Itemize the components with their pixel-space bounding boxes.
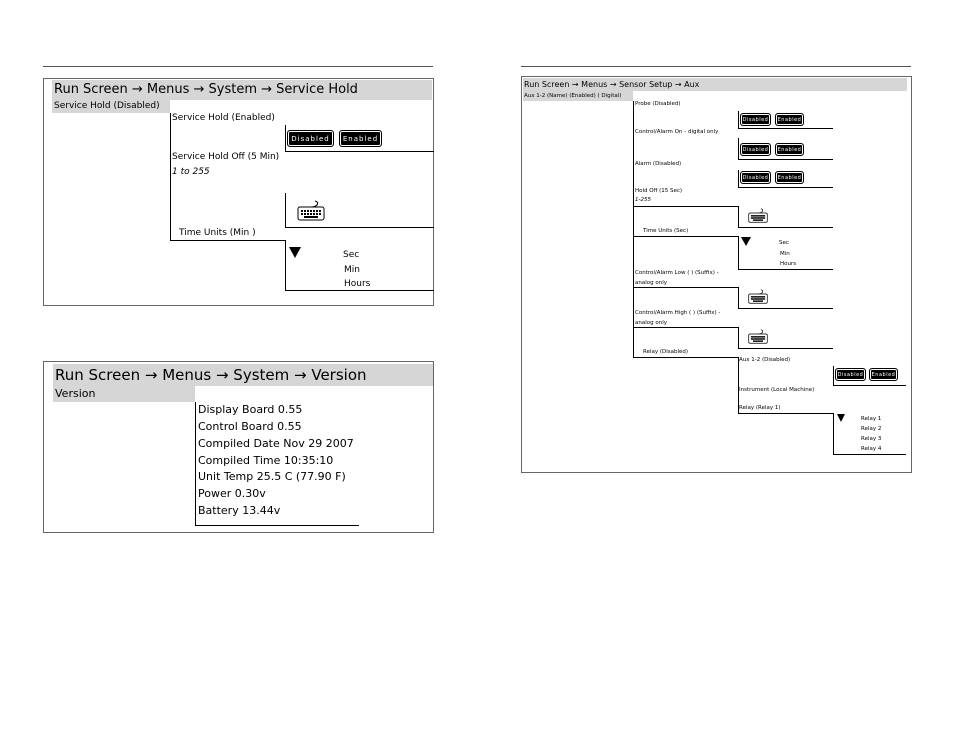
service-hold-panel: [43, 78, 434, 306]
version-compiled-time: Compiled Time 10:35:10: [198, 454, 334, 467]
service-hold-keyboard-icon[interactable]: [297, 200, 325, 221]
aux-time-units-arrow-icon[interactable]: [741, 237, 751, 246]
aux-control-high-item[interactable]: Control/Alarm High ( ) (Suffix) -: [635, 310, 721, 316]
aux-alarm-disabled-button[interactable]: Disabled: [740, 171, 771, 184]
page-rule-right: [521, 66, 911, 67]
aux-relay-option-4[interactable]: Relay 4: [861, 446, 882, 452]
aux-alarm-enabled-button[interactable]: Enabled: [775, 171, 804, 184]
aux-probe-item[interactable]: Probe (Disabled): [635, 101, 681, 107]
aux-option-sec[interactable]: Sec: [779, 240, 789, 246]
aux-option-hours[interactable]: Hours: [780, 261, 797, 267]
aux-control-disabled-button[interactable]: Disabled: [740, 143, 771, 156]
service-hold-option-sec[interactable]: Sec: [343, 250, 360, 260]
version-control-board: Control Board 0.55: [198, 420, 302, 433]
aux-probe-disabled-button[interactable]: Disabled: [740, 113, 771, 126]
aux-level1[interactable]: Aux 1-2 (Name) (Enabled) ( Digital): [523, 91, 633, 101]
page-rule-left: [43, 66, 433, 67]
version-breadcrumb: Run Screen → Menus → System → Version: [53, 364, 433, 386]
aux-control-on-item[interactable]: Control/Alarm On - digital only: [635, 129, 719, 135]
service-hold-enabled-button[interactable]: Enabled: [339, 130, 382, 147]
aux-panel: [521, 76, 912, 473]
aux-relay-instrument-item[interactable]: Instrument (Local Machine): [739, 387, 815, 393]
aux-control-low-item-line2: analog only: [635, 280, 667, 286]
service-hold-enabled-item[interactable]: Service Hold (Enabled): [172, 113, 275, 123]
service-hold-option-min[interactable]: Min: [344, 265, 360, 275]
aux-relay-option-1[interactable]: Relay 1: [861, 416, 882, 422]
aux-option-min[interactable]: Min: [780, 251, 790, 257]
service-hold-level1[interactable]: Service Hold (Disabled): [52, 100, 170, 113]
aux-control-high-item-line2: analog only: [635, 320, 667, 326]
aux-relay-enabled-button[interactable]: Enabled: [869, 368, 898, 381]
aux-hold-range: 1-255: [635, 197, 651, 203]
aux-alarm-item[interactable]: Alarm (Disabled): [635, 161, 682, 167]
aux-relay-select-item[interactable]: Relay (Relay 1): [739, 405, 781, 411]
version-compiled-date: Compiled Date Nov 29 2007: [198, 437, 354, 450]
service-hold-dropdown-arrow-icon[interactable]: [289, 247, 301, 258]
aux-high-keyboard-icon[interactable]: [748, 329, 768, 344]
service-hold-off-item[interactable]: Service Hold Off (5 Min): [172, 152, 280, 162]
version-display-board: Display Board 0.55: [198, 403, 303, 416]
version-unit-temp: Unit Temp 25.5 C (77.90 F): [198, 470, 346, 483]
aux-relay-disabled-button[interactable]: Disabled: [835, 368, 866, 381]
aux-relay-option-2[interactable]: Relay 2: [861, 426, 882, 432]
version-power: Power 0.30v: [198, 487, 266, 500]
aux-probe-enabled-button[interactable]: Enabled: [775, 113, 804, 126]
service-hold-disabled-button[interactable]: Disabled: [287, 130, 334, 147]
aux-relay-aux-disabled-item[interactable]: Aux 1-2 (Disabled): [739, 357, 791, 363]
version-battery: Battery 13.44v: [198, 504, 281, 517]
aux-relay-item[interactable]: Relay (Disabled): [643, 349, 689, 355]
service-hold-option-hours[interactable]: Hours: [344, 279, 371, 289]
aux-relay-option-3[interactable]: Relay 3: [861, 436, 882, 442]
aux-low-keyboard-icon[interactable]: [748, 289, 768, 304]
aux-breadcrumb: Run Screen → Menus → Sensor Setup → Aux: [523, 78, 907, 91]
aux-control-enabled-button[interactable]: Enabled: [775, 143, 804, 156]
aux-time-units-item[interactable]: Time Units (Sec): [643, 228, 689, 234]
service-hold-breadcrumb: Run Screen → Menus → System → Service Hold: [52, 80, 432, 100]
aux-relay-arrow-icon[interactable]: [837, 414, 845, 422]
version-panel: [43, 361, 434, 533]
aux-hold-off-keyboard-icon[interactable]: [748, 208, 768, 223]
service-hold-time-units-item[interactable]: Time Units (Min ): [179, 228, 256, 238]
aux-hold-off-item[interactable]: Hold Off (15 Sec): [635, 188, 683, 194]
version-level1[interactable]: Version: [53, 386, 195, 402]
aux-control-low-item[interactable]: Control/Alarm Low ( ) (Suffix) -: [635, 270, 719, 276]
service-hold-range: 1 to 255: [172, 167, 210, 177]
